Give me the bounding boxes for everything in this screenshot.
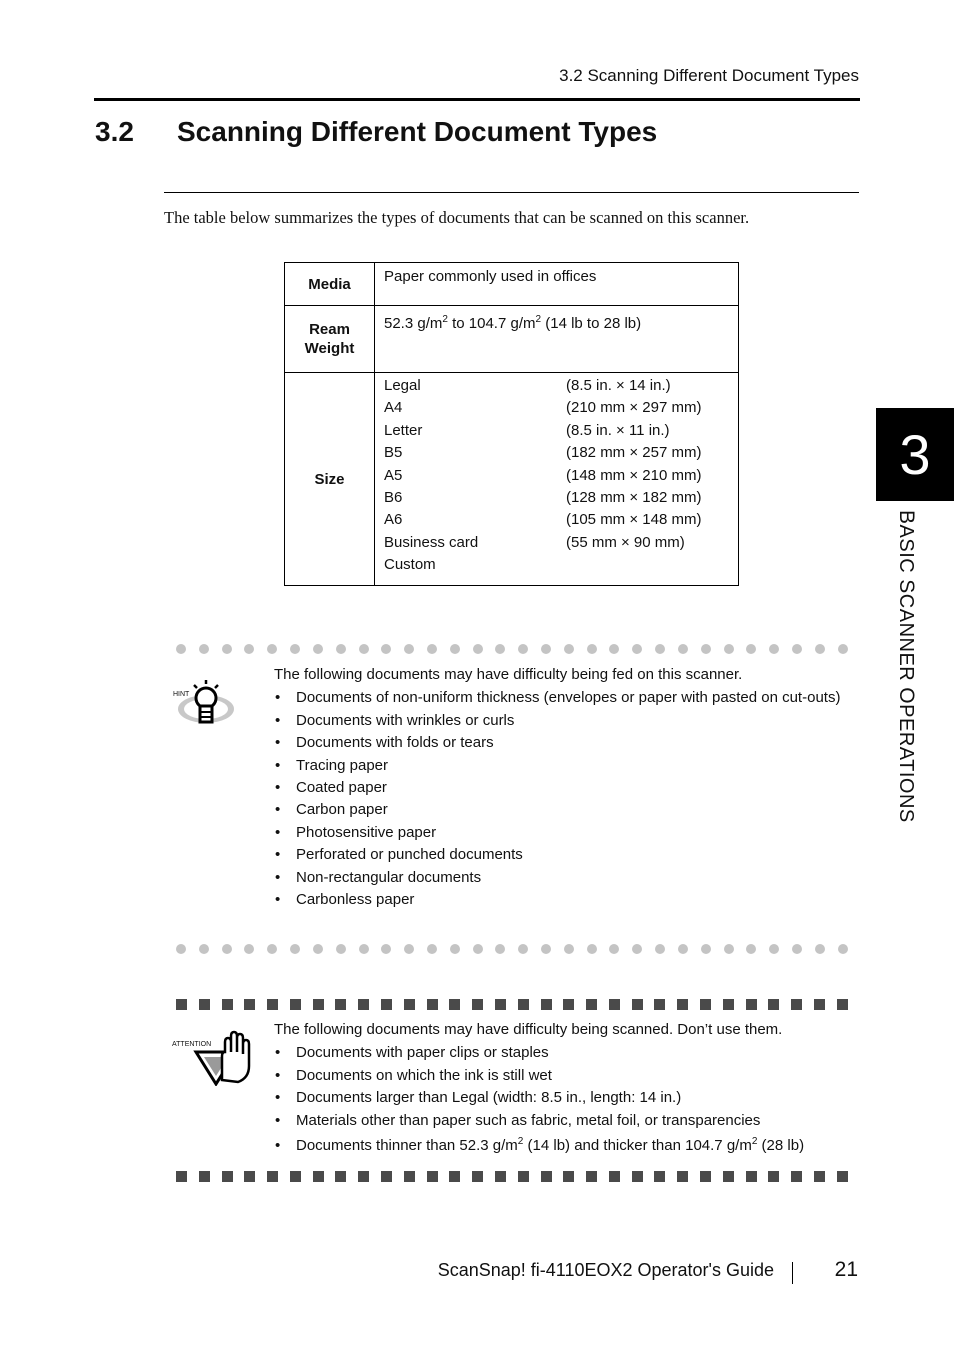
size-dimension: (105 mm × 148 mm) — [566, 511, 702, 529]
hint-top-dotted-rule — [176, 643, 848, 655]
rule-dot — [473, 644, 483, 654]
thickness-item-sup1: 2 — [517, 1135, 524, 1147]
rule-dot — [564, 944, 574, 954]
rule-dot — [678, 944, 688, 954]
hint-lightbulb-icon — [170, 676, 240, 736]
rule-dot — [678, 644, 688, 654]
size-name: A6 — [384, 511, 403, 529]
rule-square — [244, 999, 255, 1010]
rule-dot — [655, 944, 665, 954]
rule-square — [495, 999, 506, 1010]
rule-square — [381, 999, 392, 1010]
rule-square — [290, 999, 301, 1010]
size-name: Letter — [384, 421, 423, 439]
rule-square — [654, 999, 665, 1010]
page-footer — [380, 1258, 860, 1288]
table-row-media — [285, 263, 739, 306]
rule-square — [267, 999, 278, 1010]
rule-square — [700, 1171, 711, 1182]
rule-square — [609, 999, 620, 1010]
chapter-tab-label — [894, 510, 918, 823]
tab-label-part: ASIC — [895, 524, 917, 580]
rule-dot — [381, 944, 391, 954]
rule-dot — [724, 944, 734, 954]
rule-dot — [769, 944, 779, 954]
size-dimension: (148 mm × 210 mm) — [566, 466, 702, 484]
ream-value-sup1: 2 — [442, 314, 448, 325]
rule-square — [176, 1171, 187, 1182]
attention-icon-label: ATTENTION — [172, 1041, 212, 1048]
rule-square — [222, 999, 233, 1010]
size-value-list — [375, 373, 739, 586]
list-item: • Photosensitive paper — [274, 822, 854, 843]
rule-square — [700, 999, 711, 1010]
rule-square — [541, 999, 552, 1010]
rule-square — [654, 1171, 665, 1182]
size-dimension: (8.5 in. × 14 in.) — [566, 377, 671, 394]
hint-icon-label: HINT — [173, 691, 190, 698]
rule-square — [222, 1171, 233, 1182]
list-item: • Documents with folds or tears — [274, 732, 854, 753]
rule-dot — [381, 644, 391, 654]
rule-dot — [313, 944, 323, 954]
rule-dot — [701, 644, 711, 654]
rule-square — [632, 1171, 643, 1182]
rule-square — [313, 1171, 324, 1182]
rule-dot — [313, 644, 323, 654]
rule-square — [290, 1171, 301, 1182]
rule-square — [404, 1171, 415, 1182]
rule-dot — [609, 944, 619, 954]
size-name: Legal — [384, 377, 421, 394]
hint-bottom-dotted-rule — [176, 943, 848, 955]
rule-dot — [632, 944, 642, 954]
rule-square — [632, 999, 643, 1010]
rule-square — [746, 1171, 757, 1182]
rule-dot — [244, 944, 254, 954]
rule-square — [518, 999, 529, 1010]
size-header: Size — [285, 373, 375, 586]
rule-dot — [792, 644, 802, 654]
rule-square — [791, 999, 802, 1010]
rule-square — [495, 1171, 506, 1182]
rule-square — [791, 1171, 802, 1182]
size-name: A4 — [384, 399, 403, 417]
rule-square — [335, 999, 346, 1010]
rule-dot — [336, 644, 346, 654]
rule-square — [586, 999, 597, 1010]
rule-square — [313, 999, 324, 1010]
thickness-item-part-a: Documents thinner than 52.3 g/m — [296, 1136, 518, 1154]
rule-square — [586, 1171, 597, 1182]
rule-dot — [404, 644, 414, 654]
rule-dot — [769, 644, 779, 654]
list-item: • Documents of non-uniform thickness (envelopes or paper with pasted on cut-outs) — [274, 687, 854, 708]
running-header: 3.2 Scanning Different Document Types — [559, 66, 859, 85]
rule-square — [746, 999, 757, 1010]
rule-square — [768, 999, 779, 1010]
size-row — [384, 554, 730, 576]
table-row-ream-weight — [285, 306, 739, 373]
size-dimension: (210 mm × 297 mm) — [566, 399, 702, 417]
ream-weight-value — [375, 306, 739, 373]
list-item: • Coated paper — [274, 777, 854, 798]
rule-dot — [518, 644, 528, 654]
rule-dot — [404, 944, 414, 954]
rule-dot — [176, 644, 186, 654]
list-item: • Documents on which the ink is still wet — [274, 1065, 854, 1086]
size-dimension: (55 mm × 90 mm) — [566, 533, 685, 551]
rule-square — [427, 1171, 438, 1182]
rule-square — [723, 1171, 734, 1182]
rule-dot — [815, 944, 825, 954]
size-row — [384, 487, 730, 509]
size-dimension: (128 mm × 182 mm) — [566, 488, 702, 506]
rule-dot — [587, 944, 597, 954]
size-name: B6 — [384, 488, 403, 506]
ream-label-line2: Weight — [304, 340, 355, 357]
list-item: • Carbonless paper — [274, 889, 854, 910]
list-item: • Carbon paper — [274, 799, 854, 820]
rule-dot — [655, 644, 665, 654]
size-dimension: (8.5 in. × 11 in.) — [566, 421, 670, 439]
rule-square — [837, 999, 848, 1010]
size-row — [384, 375, 730, 397]
rule-dot — [632, 644, 642, 654]
tab-label-part: S — [895, 579, 918, 594]
rule-dot — [473, 944, 483, 954]
size-name: B5 — [384, 444, 403, 462]
rule-square — [677, 999, 688, 1010]
rule-square — [563, 999, 574, 1010]
rule-dot — [336, 944, 346, 954]
thickness-item-part-b: (14 lb) and thicker than 104.7 g/m — [523, 1136, 752, 1154]
size-row — [384, 397, 730, 419]
section-title — [95, 116, 657, 148]
attention-bottom-square-rule — [176, 1170, 848, 1182]
rule-dot — [724, 644, 734, 654]
rule-dot — [199, 644, 209, 654]
list-item: • Perforated or punched documents — [274, 844, 854, 865]
attention-list — [274, 1042, 854, 1155]
rule-square — [244, 1171, 255, 1182]
hint-note — [274, 664, 854, 910]
ream-value-sup2: 2 — [535, 314, 542, 325]
rule-square — [335, 1171, 346, 1182]
size-dimension: (182 mm × 257 mm) — [566, 444, 702, 462]
list-item: • Materials other than paper such as fabric, metal foil, or transparencies — [274, 1110, 854, 1131]
rule-dot — [746, 644, 756, 654]
rule-dot — [518, 944, 528, 954]
rule-square — [358, 999, 369, 1010]
rule-square — [814, 999, 825, 1010]
ream-value-part-a: 52.3 g/m — [384, 315, 443, 332]
section-title-text: Scanning Different Document Types — [177, 116, 658, 147]
rule-square — [563, 1171, 574, 1182]
tab-label-part: B — [895, 510, 918, 525]
tab-label-part: CANNER — [895, 593, 917, 688]
tab-label-part: O — [895, 687, 918, 705]
list-item: • Non-rectangular documents — [274, 867, 854, 888]
attention-top-square-rule — [176, 998, 848, 1010]
attention-hand-icon — [170, 1030, 252, 1086]
size-row — [384, 465, 730, 487]
document-spec-table — [284, 262, 739, 586]
rule-dot — [359, 944, 369, 954]
ream-weight-header — [285, 306, 375, 373]
thickness-item-part-c: (28 lb) — [757, 1136, 805, 1154]
rule-dot — [427, 944, 437, 954]
list-item: • Documents with wrinkles or curls — [274, 710, 854, 731]
rule-dot — [244, 644, 254, 654]
rule-square — [677, 1171, 688, 1182]
ream-label-line1: Ream — [309, 321, 350, 338]
page-number: 21 — [834, 1258, 858, 1281]
chapter-tab-number: 3 — [876, 408, 954, 501]
thickness-item-sup2: 2 — [751, 1135, 758, 1147]
rule-dot — [290, 944, 300, 954]
rule-square — [449, 1171, 460, 1182]
rule-square — [472, 999, 483, 1010]
footer-separator — [792, 1262, 793, 1284]
ream-value-part-c: (14 lb to 28 lb) — [541, 315, 642, 332]
rule-square — [723, 999, 734, 1010]
rule-dot — [267, 644, 277, 654]
rule-square — [768, 1171, 779, 1182]
rule-square — [267, 1171, 278, 1182]
rule-square — [837, 1171, 848, 1182]
rule-square — [427, 999, 438, 1010]
rule-dot — [815, 644, 825, 654]
rule-square — [814, 1171, 825, 1182]
rule-dot — [495, 644, 505, 654]
rule-dot — [450, 644, 460, 654]
size-row — [384, 420, 730, 442]
attention-lead-text: The following documents may have difficulty being scanned. Don’t use them. — [274, 1021, 783, 1038]
section-rule — [164, 192, 859, 193]
table-row-size — [285, 373, 739, 586]
rule-dot — [541, 644, 551, 654]
section-number: 3.2 — [95, 116, 134, 147]
rule-square — [176, 999, 187, 1010]
rule-square — [199, 1171, 210, 1182]
ream-value-part-b: to 104.7 g/m — [447, 315, 536, 332]
intro-paragraph: The table below summarizes the types of documents that can be scanned on this scanner. — [164, 208, 750, 227]
hint-lead-text: The following documents may have difficulty being fed on this scanner. — [274, 666, 743, 683]
media-header: Media — [285, 263, 375, 306]
rule-dot — [701, 944, 711, 954]
list-item — [274, 1135, 854, 1156]
footer-guide-title: ScanSnap! fi-4110EOX2 Operator's Guide — [437, 1260, 774, 1280]
rule-dot — [746, 944, 756, 954]
rule-square — [358, 1171, 369, 1182]
rule-dot — [450, 944, 460, 954]
rule-dot — [838, 944, 848, 954]
rule-dot — [359, 644, 369, 654]
rule-dot — [838, 644, 848, 654]
list-item: • Tracing paper — [274, 755, 854, 776]
rule-dot — [427, 644, 437, 654]
rule-dot — [587, 644, 597, 654]
rule-square — [518, 1171, 529, 1182]
hint-list — [274, 687, 854, 910]
rule-dot — [267, 944, 277, 954]
header-rule — [94, 98, 860, 101]
tab-label-part: PERATIONS — [895, 704, 917, 823]
size-name: Custom — [384, 556, 436, 574]
rule-square — [472, 1171, 483, 1182]
rule-square — [609, 1171, 620, 1182]
rule-square — [449, 999, 460, 1010]
rule-dot — [541, 944, 551, 954]
rule-dot — [222, 944, 232, 954]
rule-dot — [564, 644, 574, 654]
list-item: • Documents larger than Legal (width: 8.5 in., length: 14 in.) — [274, 1087, 854, 1108]
rule-dot — [609, 644, 619, 654]
rule-dot — [199, 944, 209, 954]
rule-dot — [495, 944, 505, 954]
rule-dot — [222, 644, 232, 654]
rule-dot — [290, 644, 300, 654]
rule-square — [541, 1171, 552, 1182]
rule-dot — [792, 944, 802, 954]
media-value: Paper commonly used in offices — [375, 263, 739, 306]
rule-dot — [176, 944, 186, 954]
list-item: • Documents with paper clips or staples — [274, 1042, 854, 1063]
rule-square — [381, 1171, 392, 1182]
rule-square — [404, 999, 415, 1010]
rule-square — [199, 999, 210, 1010]
attention-note — [274, 1019, 854, 1156]
size-row — [384, 509, 730, 531]
size-name: A5 — [384, 466, 403, 484]
size-row — [384, 532, 730, 554]
size-row — [384, 442, 730, 464]
size-name: Business card — [384, 533, 479, 551]
